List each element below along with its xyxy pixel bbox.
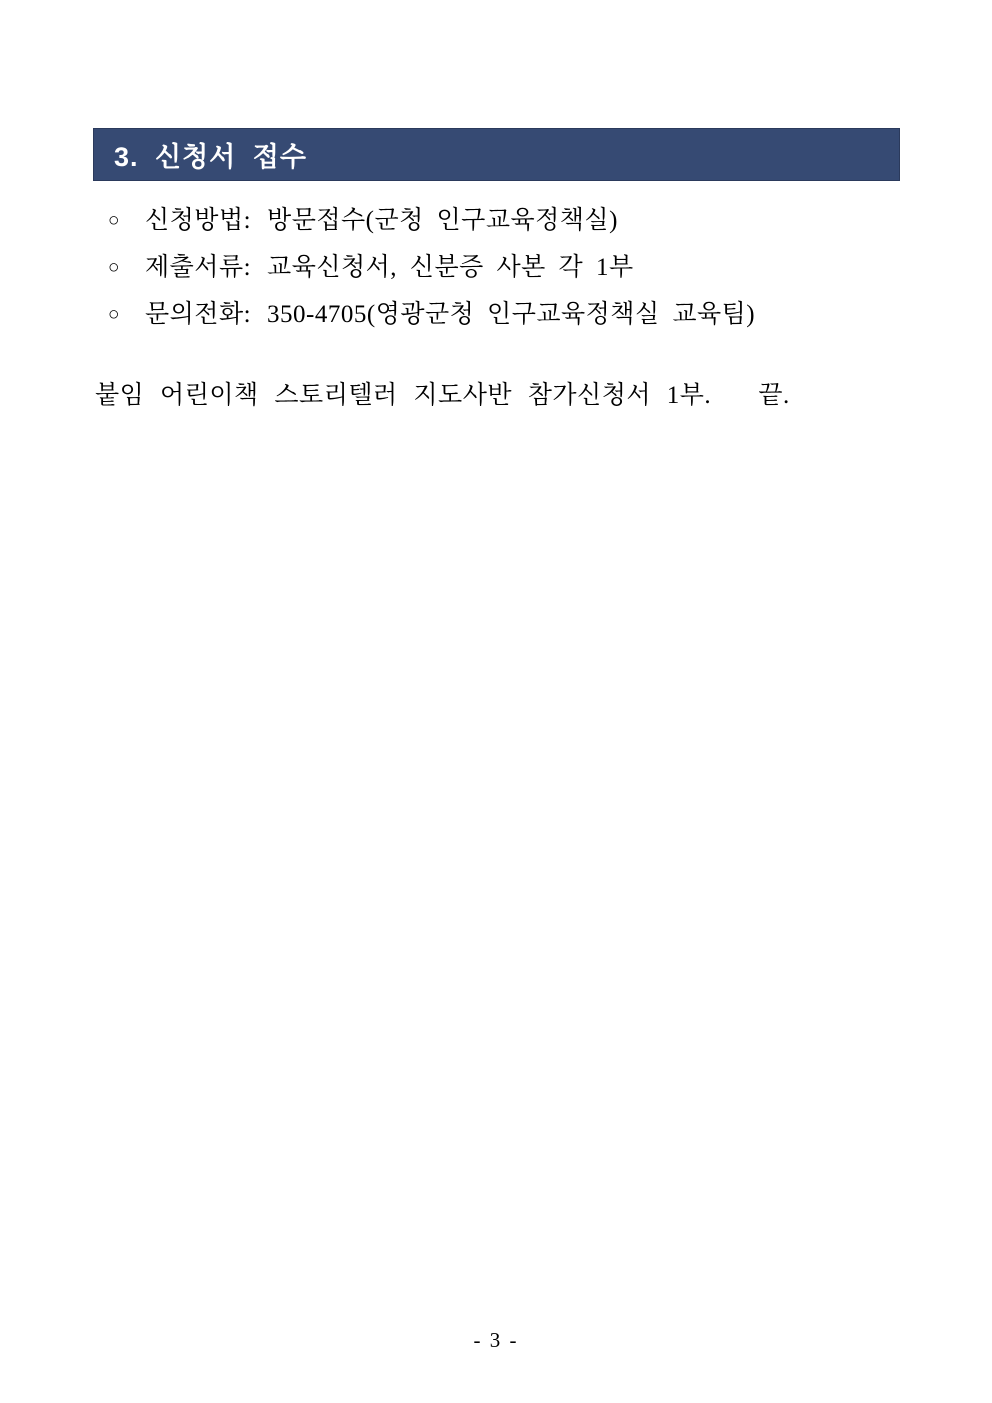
attachment-note: 붙임 어린이책 스토리텔러 지도사반 참가신청서 1부. 끝. (95, 382, 790, 409)
bullet-label: 제출서류: (145, 254, 252, 281)
bullet-circle-icon: ○ (108, 210, 120, 231)
bullet-label: 신청방법: (145, 207, 252, 234)
bullet-circle-icon: ○ (108, 304, 120, 325)
section-heading-title: 3. 신청서 접수 (114, 142, 307, 172)
bullet-value: 방문접수(군청 인구교육정책실) (267, 207, 618, 234)
list-item (108, 200, 908, 247)
section-heading-bar (93, 128, 900, 181)
page-number: - 3 - (473, 1328, 519, 1352)
bullet-label: 문의전화: (145, 301, 252, 328)
bullet-value: 350-4705(영광군청 인구교육정책실 교육팀) (267, 301, 756, 328)
list-item (108, 247, 908, 294)
bullet-circle-icon: ○ (108, 257, 120, 278)
bullet-value: 교육신청서, 신분증 사본 각 1부 (267, 254, 634, 281)
list-item (108, 294, 908, 341)
bullet-list (108, 200, 908, 341)
